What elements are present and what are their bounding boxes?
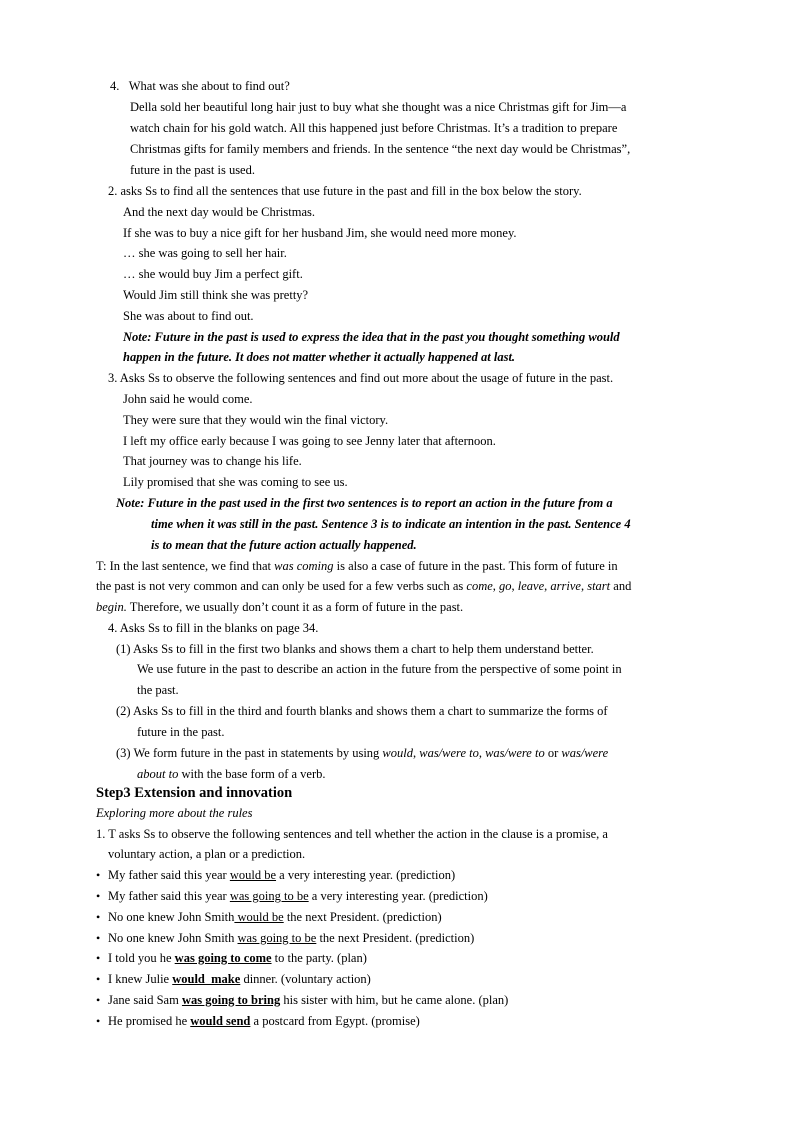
task-2-example-2: If she was to buy a nice gift for her husband Jim, she would need more money. xyxy=(123,226,517,240)
text-run: , xyxy=(580,579,588,593)
text-run: I told you he xyxy=(108,951,175,965)
list-item xyxy=(108,969,371,989)
list-item xyxy=(108,928,474,948)
text-run: a very interesting year. (prediction) xyxy=(308,889,488,903)
verb-go: go xyxy=(499,579,512,593)
step3-question-1-line-2: voluntary action, a plan or a prediction. xyxy=(108,847,306,861)
text-run: My father said this year xyxy=(108,889,230,903)
highlighted-verb: would send xyxy=(190,1014,251,1028)
text-run: I knew Julie xyxy=(108,972,173,986)
text-run: T: In the last sentence, we find that xyxy=(96,559,275,573)
bullet: • xyxy=(96,910,101,924)
bullet: • xyxy=(96,868,101,882)
text-run: He promised he xyxy=(108,1014,191,1028)
task-2-heading: 2. asks Ss to find all the sentences that use future in the past and fill in the box below the story. xyxy=(108,184,582,198)
task-4-heading: 4. Asks Ss to fill in the blanks on page 34. xyxy=(108,621,319,635)
verb-start: start xyxy=(587,579,611,593)
verb-come: come xyxy=(466,579,493,593)
task-3-note-line-3: is to mean that the future action actually happened. xyxy=(151,538,417,552)
text-run: dinner. (voluntary action) xyxy=(240,972,371,986)
text-run: No one knew John Smith xyxy=(108,931,238,945)
form-was-were-to-2: was/were to xyxy=(485,746,545,760)
task-3-example-1: John said he would come. xyxy=(123,392,253,406)
task-3-example-3: I left my office early because I was going to see Jenny later that afternoon. xyxy=(123,434,496,448)
text-run: with the base form of a verb. xyxy=(178,767,326,781)
list-item xyxy=(108,990,508,1010)
step3-question-1: 1. T asks Ss to observe the following sentences and tell whether the action in the clause is a promise, a xyxy=(96,827,608,841)
teacher-paragraph-line-3 xyxy=(96,597,463,617)
task-3-heading: 3. Asks Ss to observe the following sentences and find out more about the usage of future in the past. xyxy=(108,371,614,385)
task-3-example-5: Lily promised that she was coming to see us. xyxy=(123,475,348,489)
highlighted-verb: would be xyxy=(234,910,284,924)
text-run: , xyxy=(478,746,486,760)
task-4-step-3 xyxy=(116,743,608,763)
bullet: • xyxy=(96,889,101,903)
text-run: his sister with him, but he came alone. (plan) xyxy=(280,993,509,1007)
highlighted-verb: was going to bring xyxy=(181,993,281,1007)
story-line-3: Christmas gifts for family members and friends. In the sentence “the next day would be Christmas”, xyxy=(130,142,631,156)
highlighted-verb: was going to be xyxy=(229,889,309,903)
text-run: to the party. (plan) xyxy=(271,951,367,965)
verb-leave: leave xyxy=(517,579,545,593)
task-4-step-1-line-2: We use future in the past to describe an action in the future from the perspective of some point in xyxy=(137,662,622,676)
task-2-example-6: She was about to find out. xyxy=(123,309,254,323)
text-run: My father said this year xyxy=(108,868,230,882)
highlighted-verb: was going to be xyxy=(237,931,317,945)
verb-arrive: arrive xyxy=(550,579,581,593)
task-3-example-2: They were sure that they would win the final victory. xyxy=(123,413,389,427)
task-3-note-line-1: Note: Future in the past used in the first two sentences is to report an action in the future from a xyxy=(116,496,613,510)
step3-subtitle: Exploring more about the rules xyxy=(96,806,253,820)
item-4-question: What was she about to find out? xyxy=(128,79,290,93)
task-4-step-2: (2) Asks Ss to fill in the third and fourth blanks and shows them a chart to summarize the forms of xyxy=(116,704,608,718)
highlighted-verb: was going to come xyxy=(174,951,272,965)
task-2-note-line-1: Note: Future in the past is used to express the idea that in the past you thought something would xyxy=(123,330,620,344)
story-line-4: future in the past is used. xyxy=(130,163,255,177)
list-item xyxy=(108,948,367,968)
form-would: would xyxy=(382,746,413,760)
text-run: No one knew John Smith xyxy=(108,910,235,924)
text-run: , xyxy=(544,579,551,593)
highlighted-verb: would be xyxy=(229,868,277,882)
list-item xyxy=(108,886,488,906)
highlighted-verb: would make xyxy=(172,972,241,986)
text-run: , xyxy=(492,579,500,593)
task-2-example-3: … she was going to sell her hair. xyxy=(123,246,287,260)
bullet: • xyxy=(96,931,101,945)
item-4-question-line xyxy=(110,76,290,96)
form-was-were: was/were xyxy=(561,746,609,760)
text-run: and xyxy=(610,579,632,593)
list-item xyxy=(108,907,442,927)
task-2-example-4: … she would buy Jim a perfect gift. xyxy=(123,267,303,281)
list-item xyxy=(108,1011,420,1031)
task-2-example-1: And the next day would be Christmas. xyxy=(123,205,315,219)
task-4-step-1-line-3: the past. xyxy=(137,683,179,697)
task-2-example-5: Would Jim still think she was pretty? xyxy=(123,288,309,302)
step3-title: Step3 Extension and innovation xyxy=(96,785,293,801)
text-run: the next President. (prediction) xyxy=(316,931,475,945)
item-4-number: 4. xyxy=(110,79,120,93)
bullet: • xyxy=(96,972,101,986)
text-run: the past is not very common and can only be used for a few verbs such as xyxy=(96,579,467,593)
text-run: the next President. (prediction) xyxy=(283,910,442,924)
verb-begin: begin. xyxy=(96,600,127,614)
text-run: , xyxy=(412,746,420,760)
form-was-were-to: was/were to xyxy=(419,746,479,760)
story-line-2: watch chain for his gold watch. All this happened just before Christmas. It’s a tradition to prepare xyxy=(130,121,618,135)
story-line-1: Della sold her beautiful long hair just to buy what she thought was a nice Christmas gift for Jim—a xyxy=(130,100,627,114)
task-4-step-1: (1) Asks Ss to fill in the first two blanks and shows them a chart to help them understand better. xyxy=(116,642,594,656)
form-about-to: about to xyxy=(137,767,179,781)
teacher-paragraph-line-1 xyxy=(96,556,618,576)
task-3-note-line-2: time when it was still in the past. Sentence 3 is to indicate an intention in the past. Sentence 4 xyxy=(151,517,631,531)
teacher-paragraph-line-2 xyxy=(96,576,631,596)
bullet: • xyxy=(96,993,101,1007)
bullet: • xyxy=(96,1014,101,1028)
text-run: (3) We form future in the past in statements by using xyxy=(116,746,383,760)
text-run: is also a case of future in the past. This form of future in xyxy=(333,559,618,573)
text-run: , xyxy=(511,579,518,593)
task-4-step-2-line-2: future in the past. xyxy=(137,725,225,739)
text-run: Therefore, we usually don’t count it as a form of future in the past. xyxy=(126,600,464,614)
text-run: or xyxy=(544,746,562,760)
bullet: • xyxy=(96,951,101,965)
text-run-italic: was coming xyxy=(274,559,334,573)
list-item xyxy=(108,865,455,885)
text-run: a very interesting year. (prediction) xyxy=(276,868,456,882)
task-3-example-4: That journey was to change his life. xyxy=(123,454,302,468)
text-run: a postcard from Egypt. (promise) xyxy=(250,1014,420,1028)
task-2-note-line-2: happen in the future. It does not matter whether it actually happened at last. xyxy=(123,350,516,364)
task-4-step-3-line-2 xyxy=(137,764,326,784)
text-run: Jane said Sam xyxy=(108,993,182,1007)
